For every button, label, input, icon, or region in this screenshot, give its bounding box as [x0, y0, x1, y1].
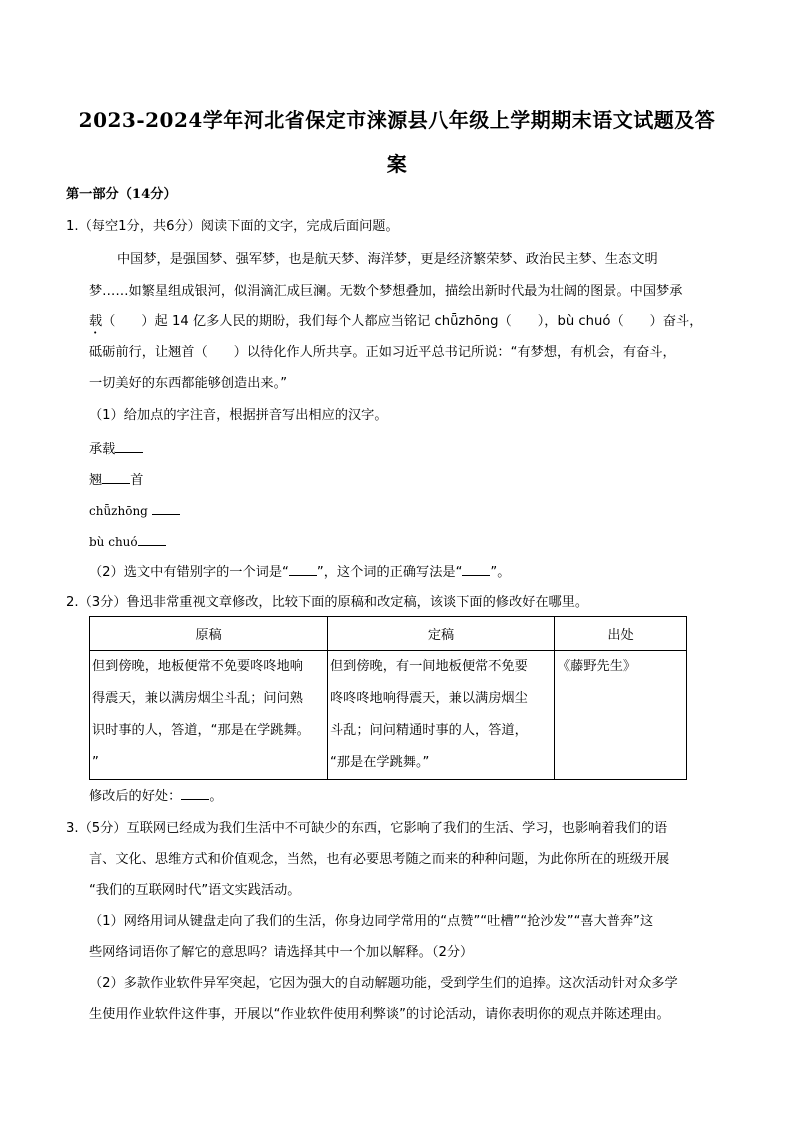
header-source: 出处: [555, 617, 687, 651]
q3-sub1-line2: 些网络词语你了解它的意思吗？请选择其中一个加以解释。（2分）: [89, 945, 474, 960]
answer-blank[interactable]: [289, 563, 317, 576]
cell-source: 《藤野先生》: [555, 651, 687, 780]
q1-passage-line3: [89, 313, 702, 337]
document-title-line2: 案: [386, 152, 408, 176]
passage-text: ）起 14 亿多人民的期盼，我们每个人都应当铭记 chǖzhōng（: [141, 314, 512, 329]
q1-passage-line4: [89, 344, 676, 362]
answer-blank[interactable]: [181, 787, 209, 800]
answer-blank[interactable]: [115, 440, 143, 453]
q3-sub2-line2: 生使用作业软件这件事，开展以“作业软件使用利弊谈”的讨论活动，请你表明你的观点并陈述理由。: [89, 1007, 670, 1022]
q3-sub2-line1: （2）多款作业软件异军突起，它因为强大的自动解题功能，受到学生们的追捧。这次活动针对众多学: [89, 976, 678, 991]
q1-item-qiaoshou: 翘 首: [89, 473, 144, 488]
passage-text: 载（: [89, 314, 116, 329]
q1-passage-line5: 一切美好的东西都能够创造出来。”: [89, 376, 288, 391]
passage-text: ）奋斗，: [649, 314, 703, 329]
q1-item-buchuo: bù chuó: [89, 533, 166, 551]
q1-item-chengzai: 承载: [89, 440, 143, 459]
table-row: [90, 651, 687, 780]
section1-heading: 第一部分（14分）: [66, 187, 177, 202]
document-title-line1: 2023-2024学年河北省保定市涞源县八年级上学期期末语文试题及答: [78, 108, 716, 132]
q3-stem-line1: 3.（5分）互联网已经成为我们生活中不可缺少的东西，它影响了我们的生活、学习，也影响着我们的语: [66, 821, 668, 836]
q2-stem: 2.（3分）鲁迅非常重视文章修改，比较下面的原稿和改定稿，该谈下面的修改好在哪里。: [66, 595, 589, 610]
comparison-table: [89, 616, 687, 780]
passage-text: 砥砺前行，让翘首（: [89, 345, 208, 360]
q3-sub1-line1: （1）网络用词从键盘走向了我们的生活，你身边同学常用的“点赞”“吐槽”“抢沙发”“喜大普奔”这: [89, 914, 654, 929]
q1-sub2: （2）选文中有错别字的一个词是“ ”，这个词的正确写法是“ ”。: [89, 565, 511, 580]
answer-blank[interactable]: [102, 471, 130, 484]
q1-passage-line2: 梦……如繁星组成银河，似涓滴汇成巨澜。无数个梦想叠加，描绘出新时代最为壮阔的图景。中国梦承: [89, 284, 683, 299]
passage-text: ），bù chuó（: [537, 314, 624, 329]
header-revised: 定稿: [328, 617, 555, 651]
q2-answer-prompt: 修改后的好处： 。: [89, 789, 223, 804]
table-header-row: [90, 617, 687, 651]
q3-stem-line3: “我们的互联网时代”语文实践活动。: [89, 883, 301, 898]
q1-stem: 1.（每空1分，共6分）阅读下面的文字，完成后面问题。: [66, 219, 399, 234]
q3-stem-line2: 言、文化、思维方式和价值观念，当然，也有必要思考随之而来的种种问题，为此你所在的班级开展: [89, 852, 670, 867]
answer-blank[interactable]: [462, 563, 490, 576]
q1-sub1: （1）给加点的字注音，根据拼音写出相应的汉字。: [89, 408, 388, 423]
answer-blank[interactable]: [152, 502, 180, 515]
cell-revised: 但到傍晚，有一间地板便常不免要 咚咚咚地响得震天，兼以满房烟尘 斗乱；问问精通时事的人，答道， “那是在学跳舞。”: [328, 651, 555, 780]
header-original: 原稿: [90, 617, 328, 651]
answer-blank[interactable]: [138, 533, 166, 546]
cell-original: 但到傍晚，地板便常不免要咚咚地响 得震天，兼以满房烟尘斗乱；问问熟 识时事的人，答道，“那是在学跳舞。 ”: [90, 651, 328, 780]
passage-text: ）以待化作人所共享。正如习近平总书记所说：“有梦想，有机会，有奋斗，: [233, 345, 676, 360]
q1-item-chuzhong: chǖzhōng: [89, 502, 180, 520]
q1-passage-line1: 中国梦，是强国梦、强军梦，也是航天梦、海洋梦，更是经济繁荣梦、政治民主梦、生态文明: [117, 252, 658, 267]
